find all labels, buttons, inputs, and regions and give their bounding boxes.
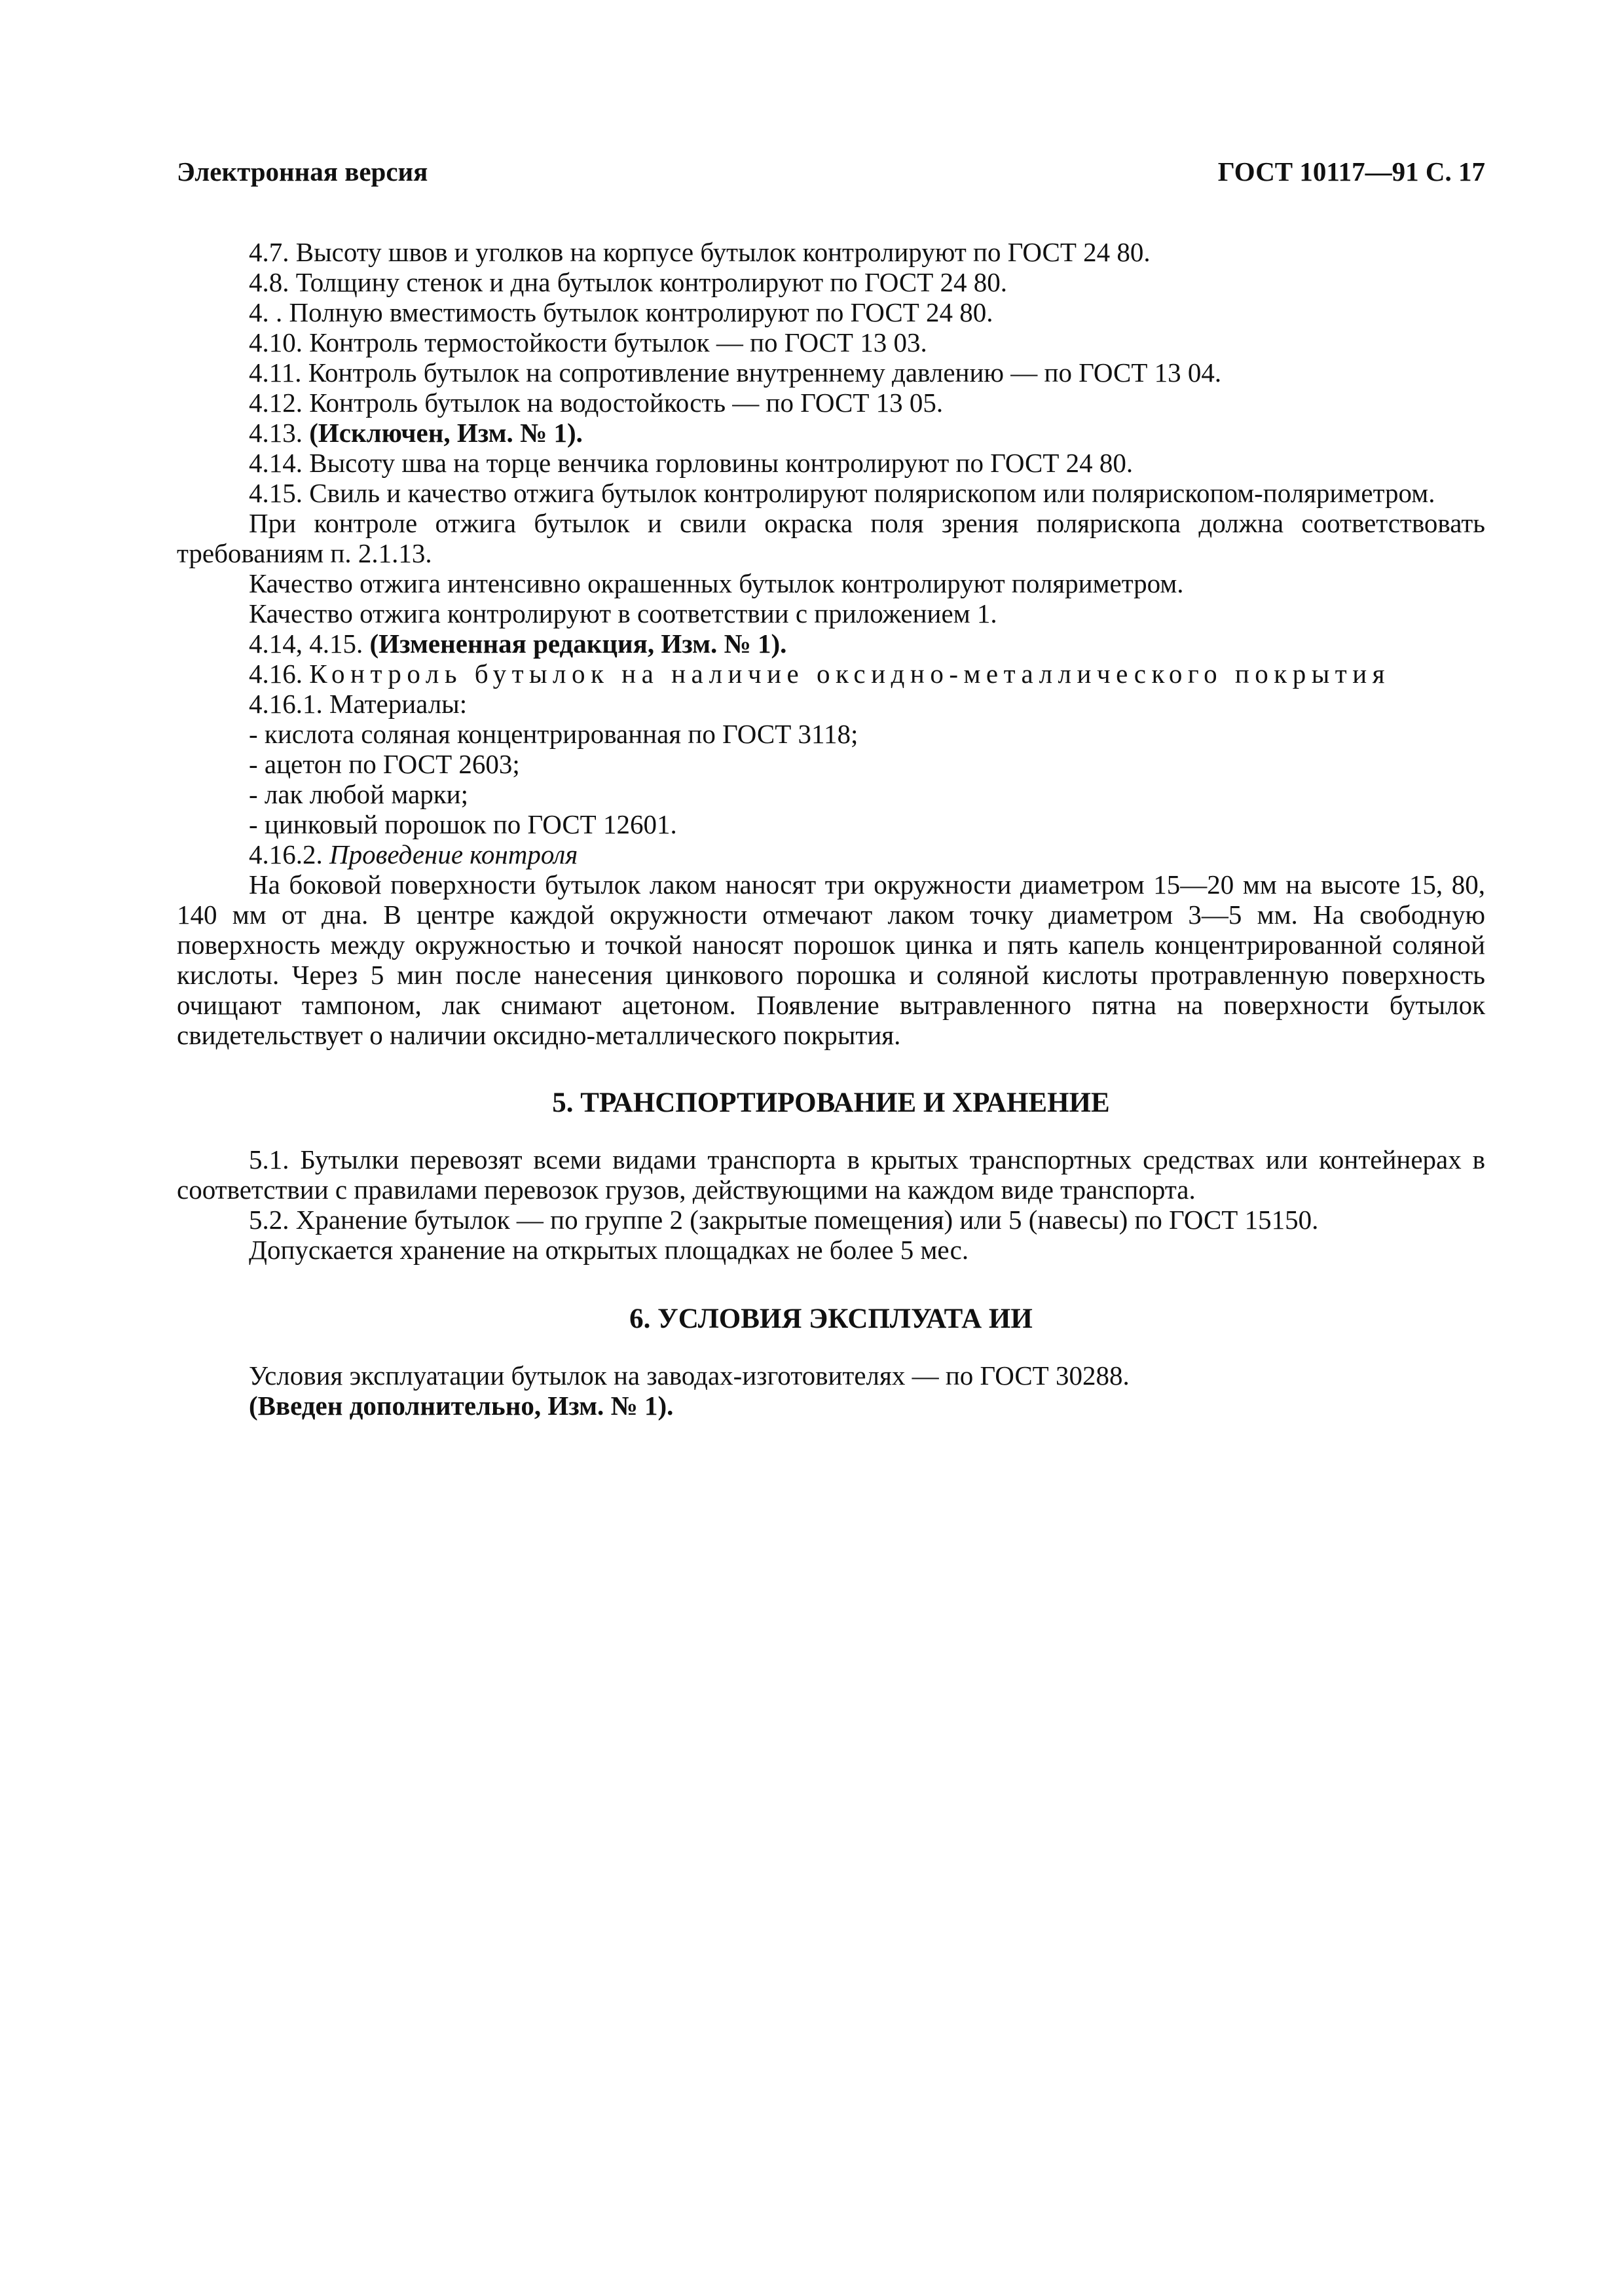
section-5-heading: 5. ТРАНСПОРТИРОВАНИЕ И ХРАНЕНИЕ xyxy=(552,1087,1110,1118)
section-6-text: Условия эксплуатации бутылок на заводах-изготовителях — по ГОСТ 30288. xyxy=(249,1360,1130,1391)
clause-4-15-paragraph-c: Качество отжига контролируют в соответствии с приложением 1. xyxy=(249,598,997,629)
section-6-amendment-note: (Введен дополнительно, Изм. № 1). xyxy=(249,1391,674,1421)
clause-4-7: 4.7. Высоту швов и уголков на корпусе бутылок контролируют по ГОСТ 24 80. xyxy=(249,237,1151,267)
clause-4-10: 4.10. Контроль термостойкости бутылок — по ГОСТ 13 03. xyxy=(249,327,927,357)
clause-4-11: 4.11. Контроль бутылок на сопротивление внутреннему давлению — по ГОСТ 13 04. xyxy=(249,357,1222,388)
amendment-note-text: (Измененная редакция, Изм. № 1). xyxy=(369,629,787,659)
clause-4-16-1: 4.16.1. Материалы: xyxy=(249,689,468,719)
clause-4-9: 4. . Полную вместимость бутылок контролируют по ГОСТ 24 80. xyxy=(249,297,993,327)
amendment-note-number: 4.14, 4.15. xyxy=(249,629,363,659)
clause-5-1: 5.1. Бутылки перевозят всеми видами транспорта в крытых транспортных средствах или контейнерах в соответствии с правилами перевозок грузов, действующими на каждом виде транспорта. xyxy=(177,1144,1485,1205)
material-item: - ацетон по ГОСТ 2603; xyxy=(249,749,520,779)
clause-4-15: 4.15. Свиль и качество отжига бутылок контролируют полярископом или полярископом-поляриметром. xyxy=(249,478,1435,508)
material-item: - кислота соляная концентрированная по ГОСТ 3118; xyxy=(249,719,858,749)
section-6-heading: 6. УСЛОВИЯ ЭКСПЛУАТА ИИ xyxy=(629,1303,1033,1334)
clause-4-12: 4.12. Контроль бутылок на водостойкость — по ГОСТ 13 05. xyxy=(249,388,944,418)
clause-4-16-2-title: Проведение контроля xyxy=(329,839,578,869)
clause-4-13-note: (Исключен, Изм. № 1). xyxy=(309,418,583,448)
clause-4-8: 4.8. Толщину стенок и дна бутылок контролируют по ГОСТ 24 80. xyxy=(249,267,1007,297)
material-item: - лак любой марки; xyxy=(249,779,468,809)
clause-4-16-2-number: 4.16.2. xyxy=(249,839,323,869)
page-header xyxy=(177,156,1485,187)
clause-4-13-number: 4.13. xyxy=(249,418,303,448)
clause-4-14: 4.14. Высоту шва на торце венчика горловины контролируют по ГОСТ 24 80. xyxy=(249,448,1134,478)
clause-4-16 xyxy=(177,659,1485,689)
clause-4-16-2 xyxy=(177,839,1485,869)
clause-4-15-paragraph-a: При контроле отжига бутылок и свили окраска поля зрения полярископа должна соответствовать требованиям п. 2.1.13. xyxy=(177,508,1485,568)
material-item: - цинковый порошок по ГОСТ 12601. xyxy=(249,809,677,839)
clause-4-16-2-procedure: На боковой поверхности бутылок лаком наносят три окружности диаметром 15—20 мм на высоте 15, 80, 140 мм от дна. В центре каждой окружности отмечают лаком точку диаметром 3—5 мм. На свободную поверхность между окружностью и точкой наносят порошок цинка и пять капель концентрированной соляной кислоты. Через 5 мин после нанесения цинкового порошка и соляной кислоты протравленную поверхность очищают тампоном, лак снимают ацетоном. Появление вытравленного пятна на поверхности бутылок свидетельствует о наличии оксидно-металлического покрытия. xyxy=(177,869,1485,1050)
clause-4-13 xyxy=(177,418,1485,448)
header-edition: Электронная версия xyxy=(177,156,428,187)
clause-4-16-number: 4.16. xyxy=(249,659,303,689)
header-standard-page: ГОСТ 10117—91 С. 17 xyxy=(1217,156,1485,187)
clause-5-2: 5.2. Хранение бутылок — по группе 2 (закрытые помещения) или 5 (навесы) по ГОСТ 15150. xyxy=(249,1205,1319,1235)
document-body xyxy=(177,237,1485,1421)
clause-5-2-paragraph: Допускается хранение на открытых площадках не более 5 мес. xyxy=(249,1235,969,1265)
clause-4-15-paragraph-b: Качество отжига интенсивно окрашенных бутылок контролируют поляриметром. xyxy=(249,568,1184,598)
clause-4-16-title: Контроль бутылок на наличие оксидно-металлического покрытия xyxy=(309,659,1390,689)
amendment-note-4-14-4-15 xyxy=(177,629,1485,659)
